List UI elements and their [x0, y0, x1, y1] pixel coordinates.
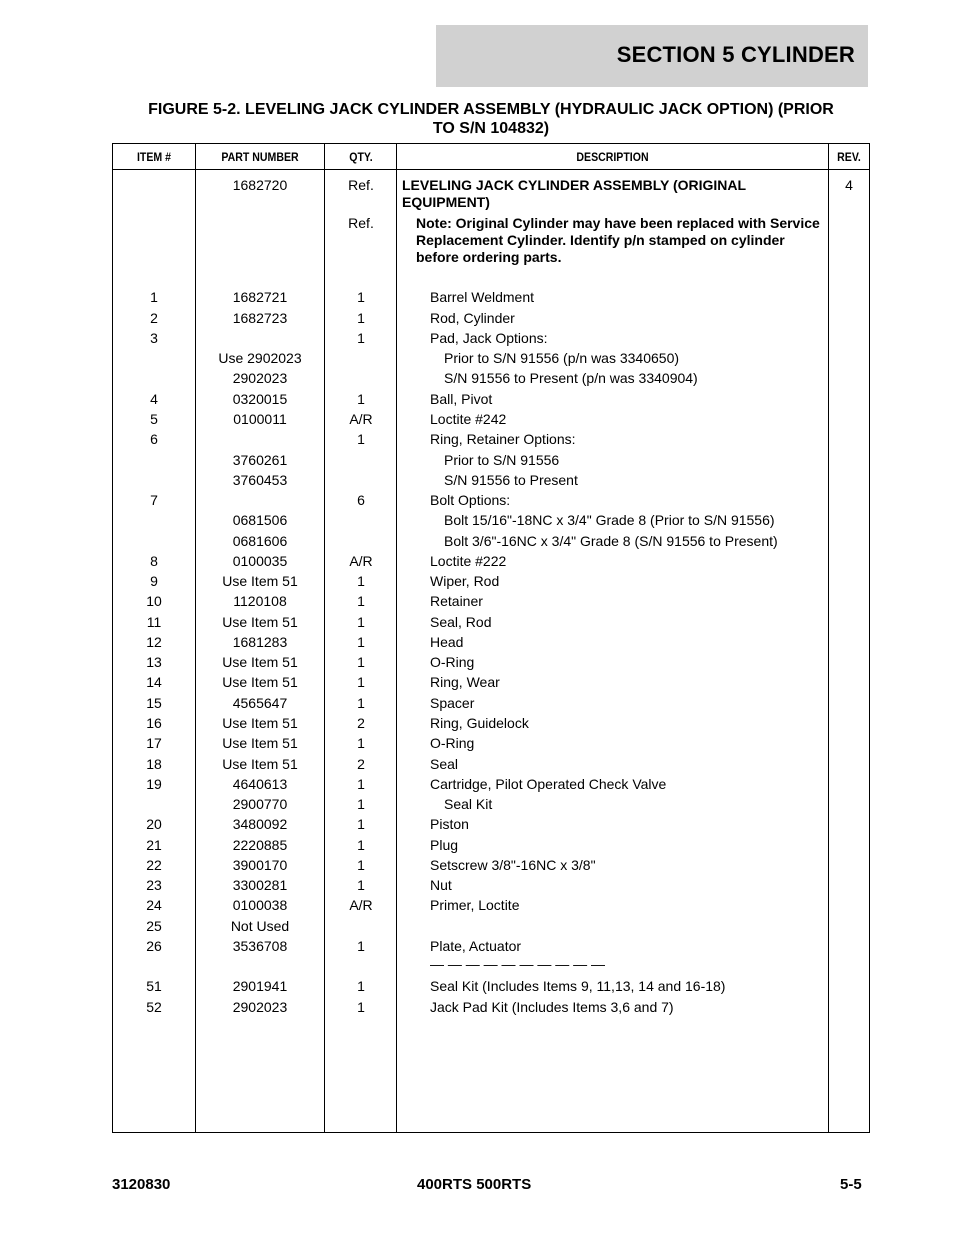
- part-number: Use Item 51: [222, 573, 298, 589]
- part-number: 1120108: [233, 593, 287, 609]
- description: Setscrew 3/8"-16NC x 3/8": [430, 857, 596, 873]
- description: S/N 91556 to Present (p/n was 3340904): [444, 370, 698, 386]
- quantity: 1: [357, 330, 365, 346]
- item-number: 9: [150, 573, 158, 589]
- part-number: 0681606: [232, 533, 288, 549]
- footer-page-number: 5-5: [840, 1176, 862, 1193]
- footer-doc-number: 3120830: [112, 1176, 171, 1193]
- quantity: 1: [357, 695, 365, 711]
- item-number: 5: [150, 411, 158, 427]
- description: Wiper, Rod: [430, 573, 500, 589]
- quantity: A/R: [349, 553, 373, 569]
- part-number: 2902023: [232, 999, 288, 1015]
- part-number: 3760261: [232, 452, 288, 468]
- quantity: 1: [357, 816, 365, 832]
- quantity: 1: [357, 938, 365, 954]
- part-number: 3536708: [232, 938, 288, 954]
- item-number: 26: [146, 938, 162, 954]
- part-number: 0100011: [233, 411, 287, 427]
- description: Barrel Weldment: [430, 289, 535, 305]
- description: Primer, Loctite: [430, 897, 520, 913]
- quantity: A/R: [349, 411, 373, 427]
- description: Pad, Jack Options:: [430, 330, 548, 346]
- description: LEVELING JACK CYLINDER ASSEMBLY (ORIGINAL EQUIPMENT): [402, 177, 746, 210]
- item-number: 8: [150, 553, 158, 569]
- quantity: 1: [357, 735, 365, 751]
- description: S/N 91556 to Present: [444, 472, 578, 488]
- item-number: 17: [146, 735, 162, 751]
- quantity: 1: [357, 634, 365, 650]
- item-number: 2: [150, 310, 158, 326]
- column-divider: [828, 144, 829, 1132]
- description: Loctite #222: [430, 553, 507, 569]
- quantity: 1: [357, 573, 365, 589]
- description: Seal, Rod: [430, 614, 492, 630]
- description: Bolt Options:: [430, 492, 511, 508]
- header-part-number: PART NUMBER: [221, 150, 299, 164]
- description: Jack Pad Kit (Includes Items 3,6 and 7): [430, 999, 674, 1015]
- description: Ring, Wear: [430, 674, 500, 690]
- description: Spacer: [430, 695, 475, 711]
- item-number: 24: [146, 897, 162, 913]
- item-number: 12: [146, 634, 162, 650]
- item-number: 4: [150, 391, 158, 407]
- item-number: 22: [146, 857, 162, 873]
- quantity: 1: [357, 593, 365, 609]
- description: Bolt 15/16"-18NC x 3/4" Grade 8 (Prior to S/N 91556): [444, 512, 775, 528]
- description: O-Ring: [430, 735, 475, 751]
- description: Plug: [430, 837, 459, 853]
- part-number: Use 2902023: [218, 350, 302, 366]
- item-number: 6: [150, 431, 158, 447]
- part-number: 3300281: [232, 877, 288, 893]
- item-number: 1: [150, 289, 158, 305]
- description: Retainer: [430, 593, 483, 609]
- quantity: 1: [357, 837, 365, 853]
- part-number: 4565647: [232, 695, 288, 711]
- description: Cartridge, Pilot Operated Check Valve: [430, 776, 667, 792]
- quantity: 1: [357, 999, 365, 1015]
- part-number: 2220885: [232, 837, 288, 853]
- description: Seal: [430, 756, 459, 772]
- quantity: 1: [357, 614, 365, 630]
- description: Seal Kit: [444, 796, 493, 812]
- description: Rod, Cylinder: [430, 310, 515, 326]
- figure-title-line-1: FIGURE 5-2. LEVELING JACK CYLINDER ASSEMBLY (HYDRAULIC JACK OPTION) (PRIOR: [148, 101, 834, 118]
- part-number: 1681283: [232, 634, 288, 650]
- item-number: 13: [146, 654, 162, 670]
- item-number: 19: [146, 776, 162, 792]
- description: Bolt 3/6"-16NC x 3/4" Grade 8 (S/N 91556 to Present): [444, 533, 778, 549]
- quantity: 1: [357, 857, 365, 873]
- quantity: A/R: [349, 897, 373, 913]
- item-number: 21: [146, 837, 162, 853]
- description: Seal Kit (Includes Items 9, 11,13, 14 and 16-18): [430, 978, 726, 994]
- part-number: 1682721: [232, 289, 288, 305]
- quantity: 1: [357, 391, 365, 407]
- quantity: 2: [357, 715, 365, 731]
- quantity: 1: [357, 796, 365, 812]
- part-number: Use Item 51: [222, 756, 298, 772]
- part-number: 3900170: [232, 857, 288, 873]
- description: Ball, Pivot: [430, 391, 493, 407]
- quantity: 1: [357, 431, 365, 447]
- part-number: 2900770: [232, 796, 288, 812]
- item-number: 10: [146, 593, 162, 609]
- item-number: 52: [146, 999, 162, 1015]
- quantity: 1: [357, 310, 365, 326]
- item-number: 15: [146, 695, 162, 711]
- item-number: 11: [146, 614, 162, 630]
- part-number: 4640613: [232, 776, 288, 792]
- header-divider: [113, 169, 869, 170]
- quantity: 1: [357, 289, 365, 305]
- description: Prior to S/N 91556: [444, 452, 560, 468]
- part-number: Use Item 51: [222, 654, 298, 670]
- item-number: 25: [146, 918, 162, 934]
- item-number: 7: [150, 492, 158, 508]
- quantity: Ref.: [348, 177, 374, 193]
- part-number: 2902023: [232, 370, 288, 386]
- parts-table: [112, 143, 870, 1133]
- item-number: 23: [146, 877, 162, 893]
- description: Plate, Actuator: [430, 938, 522, 954]
- item-number: 3: [150, 330, 158, 346]
- part-number: 0320015: [232, 391, 288, 407]
- quantity: 1: [357, 978, 365, 994]
- revision: 4: [845, 177, 853, 193]
- section-title: SECTION 5 CYLINDER: [616, 42, 855, 67]
- part-number: 0100038: [232, 897, 288, 913]
- part-number: 2901941: [232, 978, 288, 994]
- part-number: 0681506: [232, 512, 288, 528]
- quantity: Ref.: [348, 215, 374, 231]
- part-number: 3480092: [232, 816, 288, 832]
- description: — — — — — — — — — —: [430, 956, 606, 972]
- item-number: 16: [146, 715, 162, 731]
- quantity: 2: [357, 756, 365, 772]
- quantity: 1: [357, 674, 365, 690]
- part-number: Use Item 51: [222, 614, 298, 630]
- part-number: 0100035: [232, 553, 288, 569]
- description: O-Ring: [430, 654, 475, 670]
- quantity: 1: [357, 877, 365, 893]
- item-number: 51: [146, 978, 162, 994]
- section-header: [436, 25, 868, 87]
- part-number: Use Item 51: [222, 715, 298, 731]
- description: Ring, Guidelock: [430, 715, 529, 731]
- part-number: 1682720: [232, 177, 288, 193]
- description: Piston: [430, 816, 469, 832]
- description: Nut: [430, 877, 452, 893]
- footer-model: 400RTS 500RTS: [417, 1176, 532, 1193]
- figure-title-line-2: TO S/N 104832): [432, 120, 550, 137]
- part-number: Use Item 51: [222, 674, 298, 690]
- item-number: 14: [146, 674, 162, 690]
- description: Note: Original Cylinder may have been replaced with Service Replacement Cylinder. Identify p/n stamped on cylinder before ordering parts.: [416, 215, 820, 265]
- header-qty: QTY.: [349, 150, 373, 164]
- description: Head: [430, 634, 464, 650]
- part-number: 1682723: [232, 310, 288, 326]
- header-description: DESCRIPTION: [576, 150, 649, 164]
- item-number: 20: [146, 816, 162, 832]
- part-number: Not Used: [230, 918, 290, 934]
- description: Ring, Retainer Options:: [430, 431, 576, 447]
- item-number: 18: [146, 756, 162, 772]
- header-rev: REV.: [837, 150, 861, 164]
- quantity: 6: [357, 492, 365, 508]
- quantity: 1: [357, 654, 365, 670]
- header-item: ITEM #: [136, 150, 172, 164]
- description: Prior to S/N 91556 (p/n was 3340650): [444, 350, 680, 366]
- figure-title: [112, 100, 870, 138]
- quantity: 1: [357, 776, 365, 792]
- part-number: Use Item 51: [222, 735, 298, 751]
- part-number: 3760453: [232, 472, 288, 488]
- description: Loctite #242: [430, 411, 507, 427]
